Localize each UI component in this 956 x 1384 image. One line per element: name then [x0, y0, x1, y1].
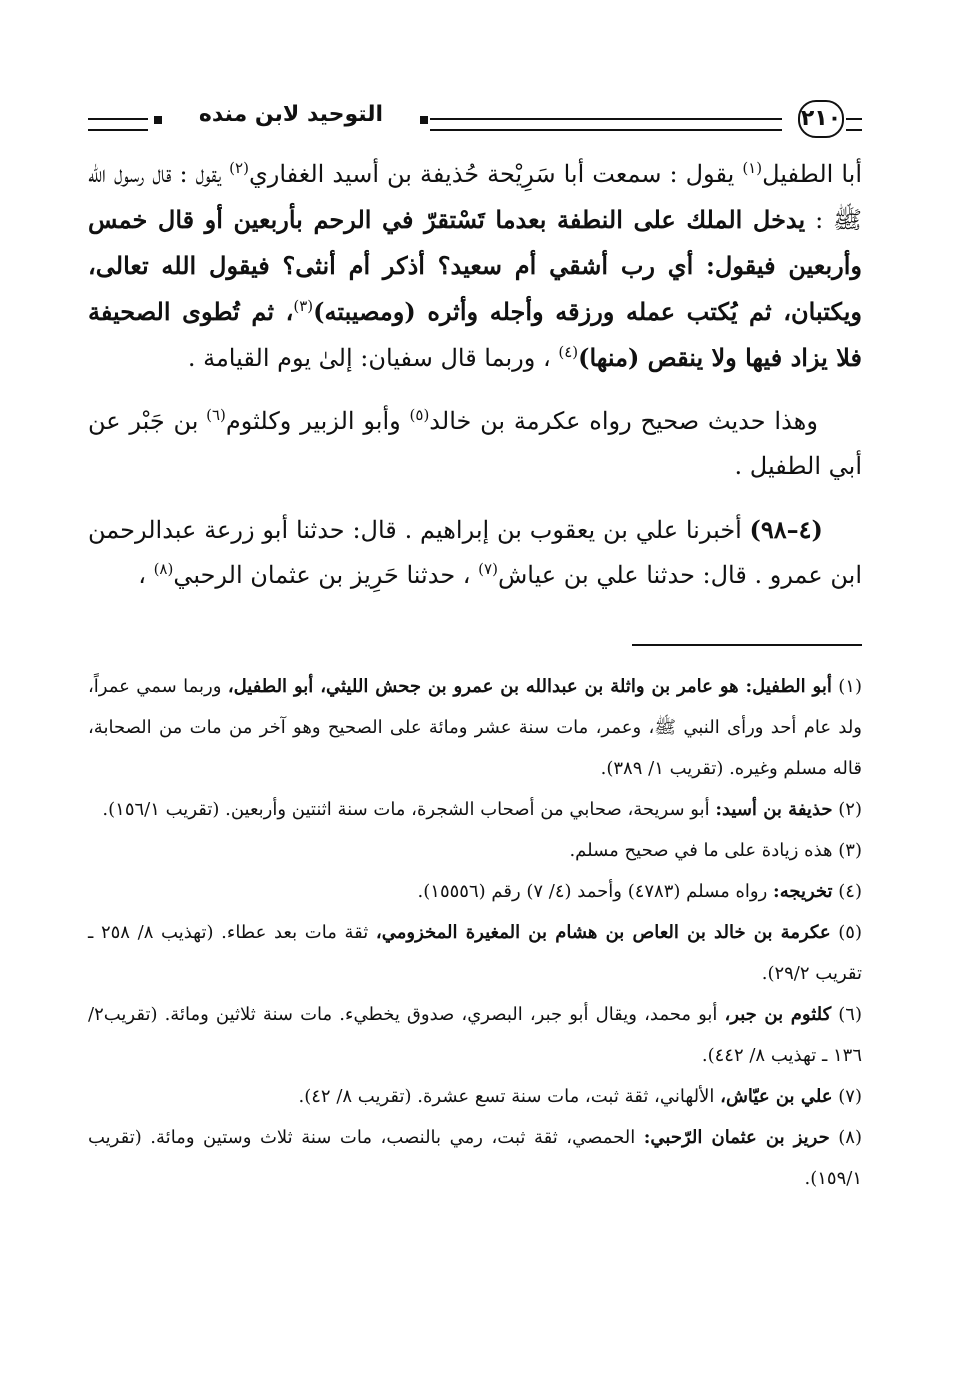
- footnote-ref: (٥): [409, 406, 430, 424]
- footnote-mark: (٣): [838, 840, 862, 861]
- footnote-ref: (٦): [206, 406, 226, 424]
- footnote-name: علي بن عيّاش،: [720, 1086, 833, 1107]
- footnote-name: أبو الطفيل: هو عامر بن واثلة بن عبدالله بن عمرو بن جحش الليثي، أبو الطفيل،: [227, 676, 832, 697]
- footnote-mark: (٦): [838, 1004, 862, 1025]
- footnote-name: حريز بن عثمان الرّحبي:: [643, 1127, 830, 1148]
- footnote-mark: (١): [838, 676, 862, 697]
- paragraph-grading: [88, 399, 862, 489]
- footnote-mark: (٤): [838, 881, 862, 902]
- footnote-name: حذيفة بن أسيد:: [715, 799, 833, 820]
- text-span: ، وربما قال سفيان: إلىٰ يوم القيامة .: [187, 344, 559, 372]
- text-span: أبا الطفيل: [762, 160, 863, 188]
- footnote-text: أبو محمد، ويقال أبو جبر، البصري، صدوق يخطيء. مات سنة ثلاثين ومائة. (تقريب٢/ ١٣٦ ـ تهذيب ٨/ ٤٤٢).: [88, 1004, 862, 1066]
- footnote-text: رواه مسلم (٤٧٨٣) وأحمد (٤/ ٧) رقم (١٥٥٥٦).: [417, 881, 774, 902]
- footnote-separator: [632, 644, 862, 646]
- text-span: ،: [138, 561, 154, 589]
- footnote-ref: (١): [742, 159, 763, 177]
- footnote-ref: (٧): [478, 560, 498, 578]
- footnote-name: عكرمة بن خالد بن العاص بن هشام بن المغيرة المخزومي،: [375, 922, 831, 943]
- footnote-8: [88, 1117, 862, 1199]
- footnote-ref: (٢): [229, 159, 249, 177]
- hadith-text-bold: يدخل الملك على النطفة بعدما تَسْتقرّ في الرحم بأربعين أو قال خمس وأربعين فيقول: أي رب أشقي أم سعيد؟ أذكر أم أنثى؟ فيقول الله تعالى، ويكتبان، ثم يُكتب عمله ورزقه وأجله وأثره (ومصيبته): [88, 205, 862, 326]
- footnote-text: وربما سمي عمراً، ولد عام أحد ورأى النبي ﷺ، وعمر، مات سنة عشر ومائة على الصحيح وهو آخر من مات من الصحابة، قاله مسلم وغيره. (تقريب ١/ ٣٨٩).: [88, 676, 862, 779]
- text-span: بن جَبْر عن أبي الطفيل .: [88, 407, 862, 480]
- footnote-name: تخريجه:: [773, 881, 833, 902]
- footnote-name: كلثوم بن جبر،: [724, 1004, 832, 1025]
- footnote-1: [88, 666, 862, 789]
- hadith-text-bold: ، ثم تُطوى الصحيفة فلا يزاد فيها ولا ينقص (منها): [88, 297, 862, 372]
- text-span: أخبرنا علي بن يعقوب بن إبراهيم . قال: حدثنا أبو زرعة عبدالرحمن ابن عمرو . قال: حدثنا علي بن عياش: [88, 516, 862, 589]
- main-text: [88, 152, 862, 598]
- footnote-2: [88, 789, 862, 830]
- book-title: التوحيد لابن منده: [198, 102, 384, 127]
- page-number: ٢١٠: [798, 100, 844, 138]
- footnote-text: ثقة مات بعد عطاء. (تهذيب ٨/ ٢٥٨ ـ تقريب ٢٩/٢).: [88, 922, 862, 984]
- text-span: وأبو الزبير وكلثوم: [225, 407, 410, 435]
- footnote-mark: (٥): [838, 922, 862, 943]
- footnote-ref: (٣): [293, 297, 314, 315]
- footnote-text: الحمصي، ثقة ثبت، رمي بالنصب، مات سنة ثلاث وستين ومائة. (تقريب ١٥٩/١).: [88, 1127, 862, 1189]
- footnote-7: [88, 1076, 862, 1117]
- text-span: ، حدثنا حَرِيز بن عثمان الرحبي: [173, 561, 479, 589]
- footnote-ref: (٨): [153, 560, 174, 578]
- footnote-6: [88, 994, 862, 1076]
- footnote-4: [88, 871, 862, 912]
- hadith-number: (٤–٩٨): [749, 515, 823, 544]
- paragraph-hadith: [88, 152, 862, 381]
- header-rule-middle: [430, 118, 782, 131]
- footnote-mark: (٢): [838, 799, 862, 820]
- header-rule-left: [88, 118, 148, 131]
- footnote-5: [88, 912, 862, 994]
- header-square-ornament: [420, 116, 428, 124]
- footnotes: [88, 666, 862, 1199]
- text-span: يقول : سمعت أبا سَرِيْحة حُذيفة بن أسيد الغفاري: [248, 160, 743, 188]
- footnote-mark: (٨): [838, 1127, 862, 1148]
- text-span: وهذا حديث صحيح رواه عكرمة بن خالد: [429, 407, 818, 435]
- footnote-mark: (٧): [838, 1086, 862, 1107]
- footnote-ref: (٤): [558, 343, 579, 361]
- footnote-3: [88, 830, 862, 871]
- footnote-text: هذه زيادة على ما في صحيح مسلم.: [569, 840, 833, 861]
- footnote-text: أبو سريحة، صحابي من أصحاب الشجرة، مات سنة اثنتين وأربعين. (تقريب ١٥٦/١).: [102, 799, 716, 820]
- header-square-ornament: [154, 116, 162, 124]
- header-rule-right: [846, 118, 862, 131]
- page-header: [88, 100, 862, 150]
- text-span: يقول : قال رسول الله ﷺ :: [88, 160, 862, 234]
- paragraph-isnad: [88, 507, 862, 598]
- footnote-text: الألهاني، ثقة ثبت، مات سنة تسع عشرة. (تقريب ٨/ ٤٢).: [298, 1086, 721, 1107]
